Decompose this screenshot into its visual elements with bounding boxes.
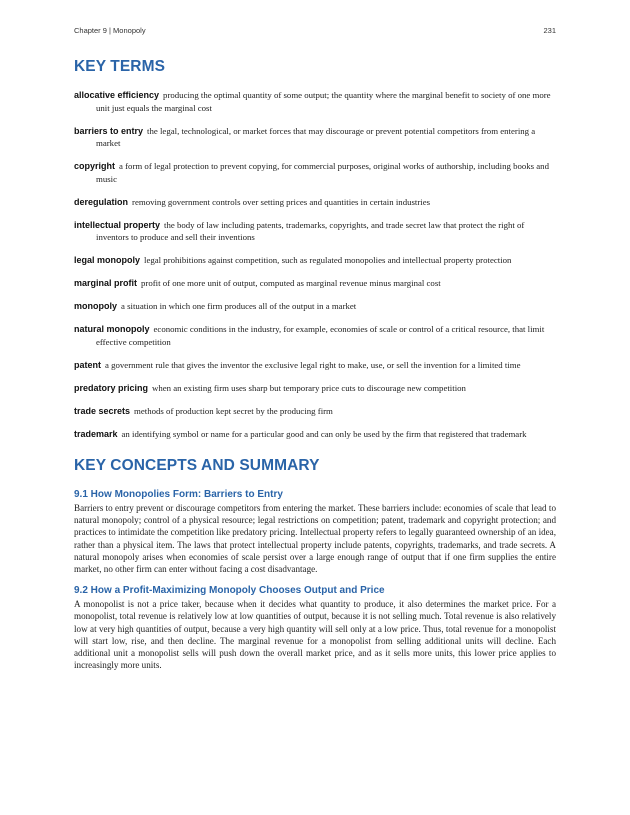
key-term-entry	[74, 300, 556, 313]
key-term-name: marginal profit	[74, 278, 138, 288]
summary-section-heading: 9.1 How Monopolies Form: Barriers to Entry	[74, 489, 283, 500]
key-term-name: deregulation	[74, 196, 129, 207]
key-term-name: trademark	[74, 428, 118, 439]
summary-section-body: A monopolist is not a price taker, because when it decides what quantity to produce, it also determines the market price. For a monopolist, total revenue is relatively low at low quantities of output, because it is not selling much. Total revenue is also relatively low at very high quantities of output, because a very high quantity will sell only at a low price. Thus, total revenue for a monopolist will start low, rise, and then decline. The marginal revenue for a monopolist from selling additional units will decline. Each additional unit a monopolist sells will push down the overall market price, and as it sells more units, this lower price applies to increasingly more units.	[74, 599, 556, 671]
running-header	[74, 26, 556, 35]
key-term-entry	[74, 254, 556, 267]
key-term-name: patent	[74, 359, 101, 370]
key-term-definition: methods of production kept secret by the producing firm	[134, 405, 333, 416]
key-term-entry	[74, 382, 556, 395]
key-term-name: copyright	[74, 161, 116, 171]
key-term-name: natural monopoly	[74, 324, 150, 334]
key-term-definition: when an existing firm uses sharp but temporary price cuts to discourage new competition	[152, 382, 466, 393]
page-content	[74, 58, 556, 671]
summary-heading: KEY CONCEPTS AND SUMMARY	[74, 457, 320, 474]
key-term-definition: producing the optimal quantity of some output; the quantity where the marginal benefit to society of one more unit just equals the marginal cost	[96, 90, 551, 113]
summary-section-body: Barriers to entry prevent or discourage competitors from entering the market. These barriers include: economies of scale that lead to natural monopoly; control of a physical resource; legal restrictions on competition; patent, trademark and copyright protection; and practices to intimidate the competition like predatory pricing. Intellectual property refers to legally guaranteed ownership of an idea, rather than a physical item. The laws that protect intellectual property include patents, copyrights, trademarks, and trade secrets. A natural monopoly arises when economies of scale persist over a large enough range of output that if one firm supplies the entire market, no other firm can enter without facing a cost disadvantage.	[74, 503, 556, 575]
key-term-definition: a form of legal protection to prevent copying, for commercial purposes, original works of authorship, including books and music	[96, 161, 549, 184]
key-term-entry	[74, 219, 556, 244]
key-term-name: predatory pricing	[74, 382, 149, 393]
key-term-definition: removing government controls over setting prices and quantities in certain industries	[132, 196, 431, 207]
key-term-definition: the body of law including patents, trademarks, copyrights, and trade secret law that protect the right of inventors to produce and sell their inventions	[96, 219, 525, 242]
key-term-entry	[74, 89, 556, 114]
key-term-entry	[74, 160, 556, 185]
key-term-definition: the legal, technological, or market forces that may discourage or prevent potential competitors from entering a market	[96, 125, 536, 148]
key-term-definition: profit of one more unit of output, computed as marginal revenue minus marginal cost	[141, 278, 441, 288]
key-term-entry	[74, 125, 556, 150]
summary-section-2	[74, 585, 556, 671]
key-term-name: allocative efficiency	[74, 90, 160, 100]
key-term-entry	[74, 428, 556, 441]
key-term-definition: a situation in which one firm produces all of the output in a market	[121, 301, 357, 311]
key-term-entry	[74, 359, 556, 372]
key-term-name: intellectual property	[74, 219, 161, 230]
key-term-entry	[74, 323, 556, 348]
key-term-definition: economic conditions in the industry, for example, economies of scale or control of a critical resource, that limit effective competition	[96, 324, 545, 347]
key-term-name: barriers to entry	[74, 125, 144, 136]
key-term-entry	[74, 405, 556, 418]
key-terms-heading: KEY TERMS	[74, 58, 166, 75]
key-terms-list	[74, 89, 556, 440]
key-term-entry	[74, 196, 556, 209]
key-term-definition: an identifying symbol or name for a particular good and can only be used by the firm that registered that trademark	[121, 428, 527, 439]
key-term-name: trade secrets	[74, 405, 131, 416]
page-number: 231	[543, 26, 556, 35]
key-term-definition: a government rule that gives the inventor the exclusive legal right to make, use, or sell the invention for a limited time	[105, 359, 521, 370]
key-term-entry	[74, 277, 556, 290]
summary-section-heading: 9.2 How a Profit-Maximizing Monopoly Chooses Output and Price	[74, 585, 385, 597]
summary-section-1	[74, 489, 556, 575]
key-term-name: monopoly	[74, 301, 117, 311]
key-term-definition: legal prohibitions against competition, such as regulated monopolies and intellectual property protection	[144, 255, 512, 265]
chapter-label: Chapter 9 | Monopoly	[74, 26, 146, 35]
key-term-name: legal monopoly	[74, 255, 141, 265]
